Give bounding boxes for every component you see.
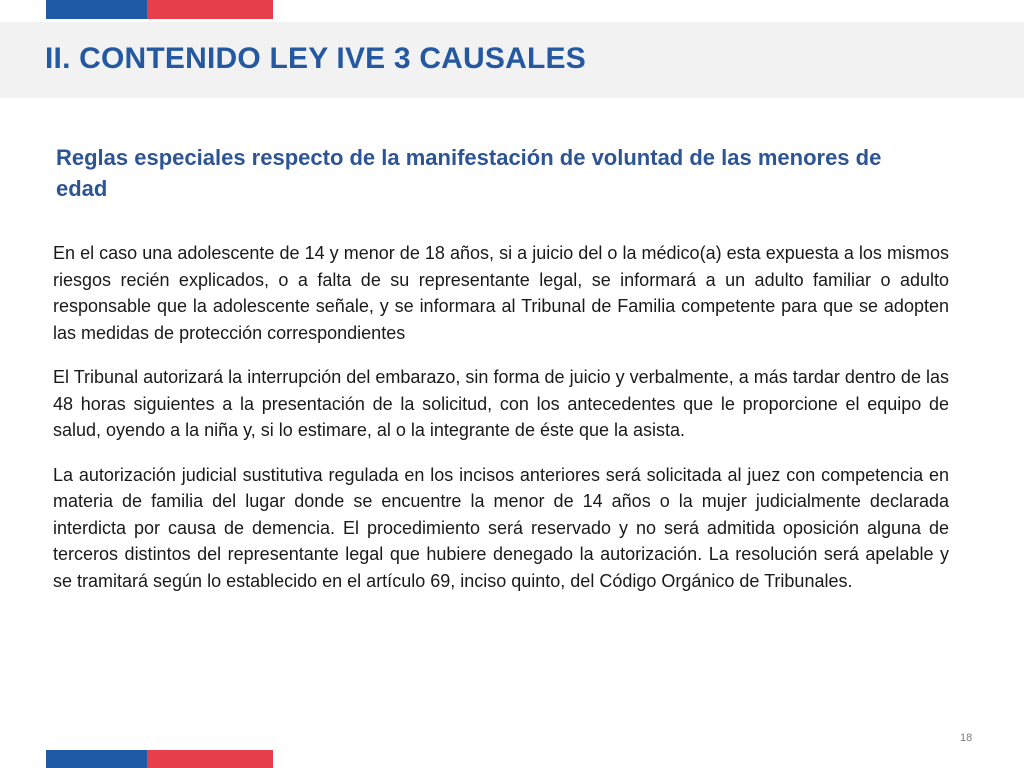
slide-title: II. CONTENIDO LEY IVE 3 CAUSALES: [45, 42, 586, 75]
top-flag-bar: [46, 0, 273, 19]
page-number: 18: [960, 732, 973, 744]
section-subtitle: Reglas especiales respecto de la manifestación de voluntad de las menores de edad: [56, 145, 882, 201]
paragraph-2: El Tribunal autorizará la interrupción del embarazo, sin forma de juicio y verbalmente, a más tardar dentro de las 48 horas siguientes a la presentación de la solicitud, con los antecedentes que le proporcione el equipo de salud, oyendo a la niña y, si lo estimare, al o la integrante de éste que la asista.: [53, 367, 949, 440]
flag-red-stripe: [147, 750, 273, 768]
paragraph-3: La autorización judicial sustitutiva regulada en los incisos anteriores será solicitada al juez con competencia en materia de familia del lugar donde se encuentre la menor de 14 años o la mujer judicialmente declarada interdicta por causa de demencia. El procedimiento será reservado y no será admitida oposición alguna de terceros distintos del representante legal que hubiere denegado la autorización. La resolución será apelable y se tramitará según lo establecido en el artículo 69, inciso quinto, del Código Orgánico de Tribunales.: [53, 464, 949, 591]
bottom-flag-bar: [46, 750, 273, 768]
paragraph-1: En el caso una adolescente de 14 y menor de 18 años, si a juicio del o la médico(a) esta expuesta a los mismos riesgos recién explicados, o a falta de su representante legal, se informará a un adulto familiar o adulto responsable que la adolescente señale, y se informara al Tribunal de Familia competente para que se adopten las medidas de protección correspondientes: [53, 243, 949, 343]
flag-blue-stripe: [46, 750, 147, 768]
flag-red-stripe: [147, 0, 273, 19]
flag-blue-stripe: [46, 0, 147, 19]
body-text: [53, 240, 949, 612]
